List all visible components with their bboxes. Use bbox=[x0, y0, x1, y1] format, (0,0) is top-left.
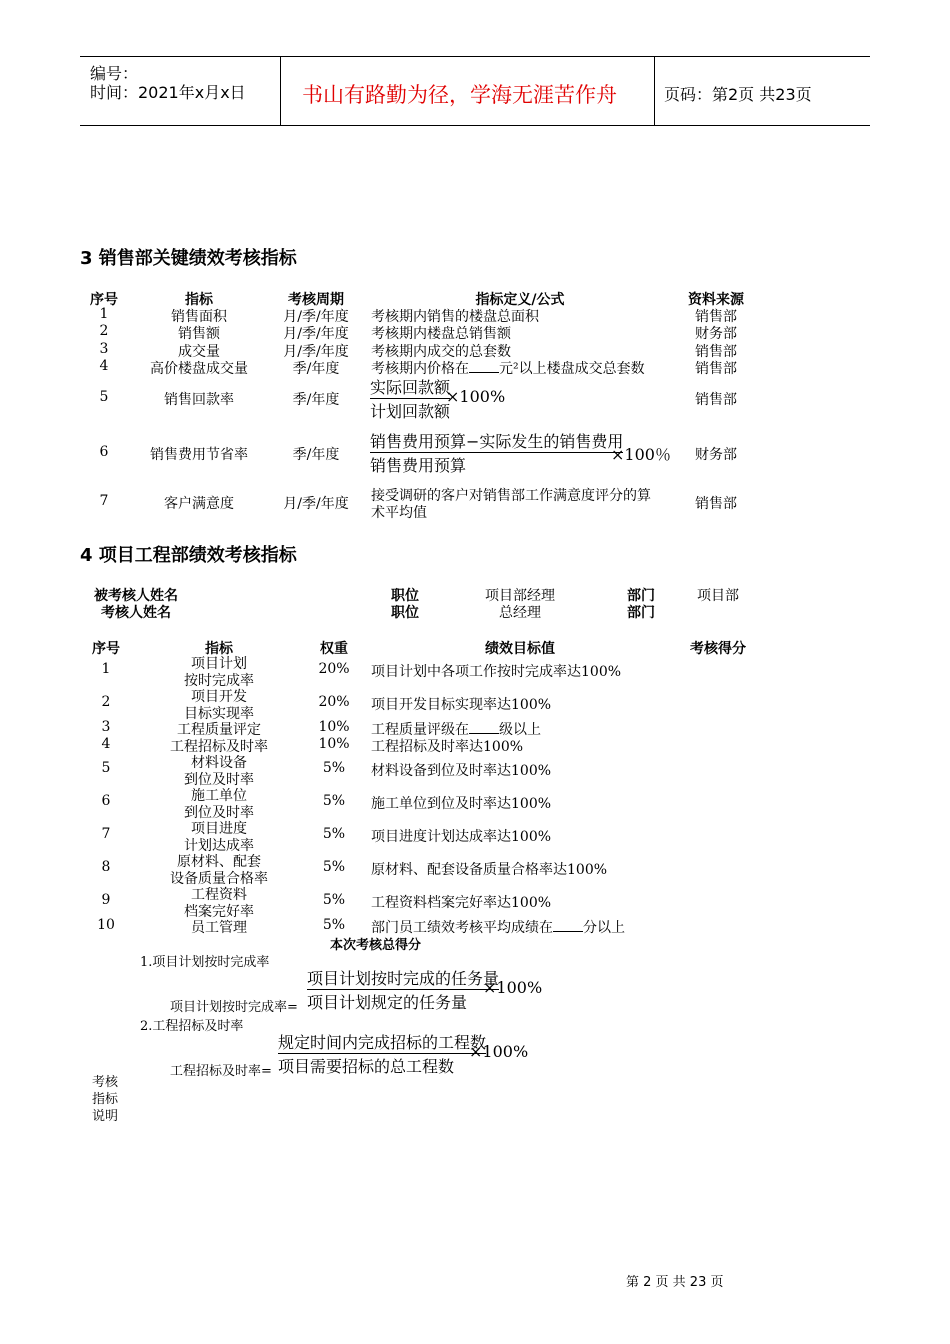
table-row-period: 季/年度 bbox=[292, 447, 340, 463]
table-row-no: 1 bbox=[99, 306, 109, 322]
table-row-source: 销售部 bbox=[695, 392, 737, 408]
notes-label: 指标 bbox=[92, 1092, 119, 1107]
table-row-indicator: 销售额 bbox=[178, 326, 220, 342]
table-row-target: 部门员工绩效考核平均成绩在 分以上 bbox=[371, 920, 625, 936]
table-row-source: 销售部 bbox=[695, 309, 737, 325]
col-header: 权重 bbox=[320, 641, 348, 657]
table-row-no: 8 bbox=[101, 859, 111, 875]
department-label: 部门 bbox=[627, 605, 655, 621]
table-row-no: 5 bbox=[99, 389, 109, 405]
table-row-indicator: 工程质量评定 bbox=[177, 722, 261, 738]
table-row-definition: 考核期内销售的楼盘总面积 bbox=[371, 309, 539, 325]
table-row-no: 6 bbox=[99, 444, 109, 460]
fill-blank bbox=[553, 919, 583, 932]
department-label: 部门 bbox=[627, 588, 655, 604]
table-row-source: 销售部 bbox=[695, 496, 737, 512]
table-row-indicator: 工程招标及时率 bbox=[170, 739, 268, 755]
assessor-name-label: 考核人姓名 bbox=[101, 605, 171, 621]
table-row-indicator: 档案完好率 bbox=[184, 904, 254, 920]
col-header: 序号 bbox=[90, 292, 118, 308]
table-row-indicator: 项目进度 bbox=[191, 821, 247, 837]
formula-lhs: 项目计划按时完成率= bbox=[170, 1000, 298, 1015]
table-row-indicator: 销售回款率 bbox=[164, 392, 234, 408]
table-row-definition: 考核期内楼盘总销售额 bbox=[371, 326, 511, 342]
table-row-definition: 考核期内成交的总套数 bbox=[371, 344, 511, 360]
position-value: 总经理 bbox=[499, 605, 541, 621]
table-row-indicator: 员工管理 bbox=[191, 920, 247, 936]
table-row-indicator: 销售面积 bbox=[171, 309, 227, 325]
table-row-indicator: 按时完成率 bbox=[184, 673, 254, 689]
table-row-target: 项目计划中各项工作按时完成率达100% bbox=[371, 664, 622, 680]
table-row-no: 9 bbox=[101, 892, 111, 908]
table-row-source: 财务部 bbox=[695, 326, 737, 342]
table-row-no: 10 bbox=[97, 917, 115, 933]
table-row-source: 财务部 bbox=[695, 447, 737, 463]
table-row-weight: 5% bbox=[322, 917, 346, 933]
table-row-target: 工程质量评级在 级以上 bbox=[371, 722, 541, 738]
table-row-indicator: 客户满意度 bbox=[164, 496, 234, 512]
table-row-source: 销售部 bbox=[695, 344, 737, 360]
formula-multiplier: ×100% bbox=[483, 978, 543, 997]
table-row-target: 原材料、配套设备质量合格率达100% bbox=[371, 862, 608, 878]
position-label: 职位 bbox=[391, 588, 419, 604]
table-row-target: 工程招标及时率达100% bbox=[371, 739, 524, 755]
table-row-no: 3 bbox=[99, 341, 109, 357]
table-row-period: 月/季/年度 bbox=[283, 344, 349, 360]
fill-blank bbox=[469, 721, 499, 734]
formula-fraction: 项目计划按时完成的任务量 项目计划规定的任务量 bbox=[307, 969, 500, 1012]
section3-title: 3 销售部关键绩效考核指标 bbox=[80, 248, 297, 269]
table-row-period: 月/季/年度 bbox=[283, 496, 349, 512]
table-row-indicator: 设备质量合格率 bbox=[170, 871, 268, 887]
table-row-no: 7 bbox=[101, 826, 111, 842]
table-row-indicator: 高价楼盘成交量 bbox=[150, 361, 248, 377]
table-row-period: 季/年度 bbox=[292, 361, 340, 377]
department-value: 项目部 bbox=[697, 588, 739, 604]
table-row-weight: 5% bbox=[322, 826, 346, 842]
table-row-indicator: 目标实现率 bbox=[184, 706, 254, 722]
notes-label: 说明 bbox=[92, 1109, 119, 1124]
header-divider bbox=[654, 57, 655, 125]
table-row-indicator: 成交量 bbox=[178, 344, 220, 360]
col-header: 序号 bbox=[92, 641, 120, 657]
formula-lhs: 工程招标及时率= bbox=[170, 1064, 272, 1079]
note-title: 1.项目计划按时完成率 bbox=[140, 955, 270, 970]
table-row-weight: 5% bbox=[322, 793, 346, 809]
formula-fraction: 规定时间内完成招标的工程数 项目需要招标的总工程数 bbox=[278, 1033, 487, 1076]
table-row-no: 4 bbox=[99, 358, 109, 374]
table-row-period: 月/季/年度 bbox=[283, 326, 349, 342]
assessee-name-label: 被考核人姓名 bbox=[94, 588, 178, 604]
table-row-weight: 20% bbox=[318, 694, 350, 710]
formula-multiplier: ×100％ bbox=[611, 445, 671, 464]
table-row-source: 销售部 bbox=[695, 361, 737, 377]
table-row-no: 5 bbox=[101, 760, 111, 776]
document-time: 时间：2021年x月x日 bbox=[90, 83, 246, 102]
table-row-indicator: 到位及时率 bbox=[184, 805, 254, 821]
table-row-indicator: 计划达成率 bbox=[184, 838, 254, 854]
table-row-period: 季/年度 bbox=[292, 392, 340, 408]
table-row-target: 工程资料档案完好率达100% bbox=[371, 895, 552, 911]
table-row-definition: 接受调研的客户对销售部工作满意度评分的算 bbox=[371, 488, 651, 504]
table-row-target: 项目开发目标实现率达100% bbox=[371, 697, 552, 713]
fill-blank bbox=[469, 360, 499, 373]
table-row-no: 1 bbox=[101, 661, 111, 677]
table-row-indicator: 到位及时率 bbox=[184, 772, 254, 788]
table-row-target: 施工单位到位及时率达100% bbox=[371, 796, 552, 812]
header-motto: 书山有路勤为径，学海无涯苦作舟 bbox=[302, 83, 617, 107]
table-row-target: 材料设备到位及时率达100% bbox=[371, 763, 552, 779]
position-label: 职位 bbox=[391, 605, 419, 621]
formula-multiplier: ×100% bbox=[446, 387, 506, 406]
table-row-indicator: 项目开发 bbox=[191, 689, 247, 705]
col-header: 绩效目标值 bbox=[485, 641, 555, 657]
formula-fraction: 销售费用预算−实际发生的销售费用 销售费用预算 bbox=[370, 432, 624, 475]
table-row-indicator: 材料设备 bbox=[191, 755, 247, 771]
table-row-weight: 5% bbox=[322, 760, 346, 776]
table-row-no: 2 bbox=[101, 694, 111, 710]
table-row-weight: 20% bbox=[318, 661, 350, 677]
section4-title: 4 项目工程部绩效考核指标 bbox=[80, 545, 297, 566]
table-row-period: 月/季/年度 bbox=[283, 309, 349, 325]
table-row-no: 2 bbox=[99, 323, 109, 339]
note-title: 2.工程招标及时率 bbox=[140, 1019, 244, 1034]
page-header bbox=[80, 56, 870, 126]
col-header: 考核得分 bbox=[690, 641, 746, 657]
table-row-indicator: 销售费用节省率 bbox=[150, 447, 248, 463]
table-row-no: 7 bbox=[99, 493, 109, 509]
table-row-no: 3 bbox=[101, 719, 111, 735]
table-row-definition: 术平均值 bbox=[371, 505, 427, 521]
position-value: 项目部经理 bbox=[485, 588, 555, 604]
header-divider bbox=[280, 57, 281, 125]
total-score-label: 本次考核总得分 bbox=[330, 938, 422, 953]
table-row-no: 4 bbox=[101, 736, 111, 752]
document-number: 编号： bbox=[90, 64, 139, 83]
col-header: 指标 bbox=[185, 292, 213, 308]
table-row-no: 6 bbox=[101, 793, 111, 809]
table-row-indicator: 施工单位 bbox=[191, 788, 247, 804]
col-header: 资料来源 bbox=[688, 292, 744, 308]
col-header: 考核周期 bbox=[288, 292, 344, 308]
table-row-indicator: 项目计划 bbox=[191, 656, 247, 672]
table-row-indicator: 工程资料 bbox=[191, 887, 247, 903]
formula-multiplier: ×100% bbox=[469, 1042, 529, 1061]
header-page-number: 页码：第2页 共23页 bbox=[664, 85, 812, 104]
table-row-weight: 10% bbox=[318, 736, 350, 752]
table-row-indicator: 原材料、配套 bbox=[177, 854, 261, 870]
table-row-weight: 5% bbox=[322, 859, 346, 875]
table-row-definition: 考核期内价格在 元²以上楼盘成交总套数 bbox=[371, 361, 645, 377]
formula-fraction: 实际回款额 计划回款额 bbox=[370, 378, 451, 421]
col-header: 指标定义/公式 bbox=[475, 292, 565, 308]
col-header: 指标 bbox=[205, 641, 233, 657]
footer-page-number: 第 2 页 共 23 页 bbox=[626, 1275, 724, 1290]
table-row-weight: 5% bbox=[322, 892, 346, 908]
notes-label: 考核 bbox=[92, 1075, 119, 1090]
table-row-target: 项目进度计划达成率达100% bbox=[371, 829, 552, 845]
table-row-weight: 10% bbox=[318, 719, 350, 735]
